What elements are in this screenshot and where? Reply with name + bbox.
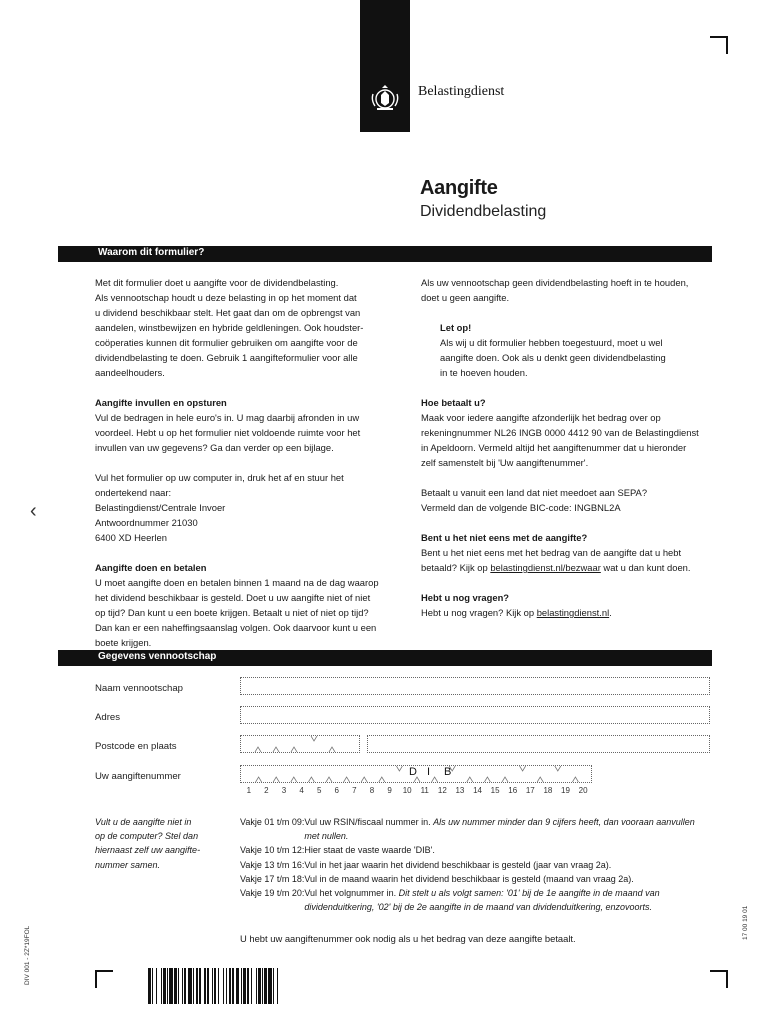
adres-input[interactable] [240, 706, 710, 724]
eens-text: Bent u het niet eens met het bedrag van de aangifte dat u hebt betaald? Kijk op belastingdienst.nl/bezwaar wat u dan kunt doen. [421, 547, 691, 573]
betaalt-text: Maak voor iedere aangifte afzonderlijk het bedrag over op rekeningnummer NL26 INGB 0000 4412 90 van de Belastingdienst in Apeldoorn. Vermeld altijd het aangiftenummer dat u hieronder zelf samenstelt bij 'Uw aangiftenummer'. [421, 412, 699, 468]
heading-betaalt: Hoe betaalt u? [421, 397, 486, 408]
vakje-row [240, 843, 710, 857]
naam-input[interactable] [240, 677, 710, 695]
section-header-gegevens: Gegevens vennootschap [58, 650, 712, 666]
crop-mark-bottom-left [95, 970, 113, 988]
letop-block [440, 320, 716, 380]
belastingdienst-link[interactable]: belastingdienst.nl [536, 607, 610, 618]
crest-icon [368, 82, 402, 116]
digit-position-8: 8 [369, 786, 375, 795]
aangiftenummer-note: Vult u de aangifte niet in op de computer? Stel dan hiernaast zelf uw aangifte- nummer samen. [95, 817, 201, 870]
plaats-input[interactable] [367, 735, 710, 753]
vakje-range: Vakje 10 t/m 12: [240, 845, 305, 856]
page-subtitle: Dividendbelasting [420, 203, 547, 220]
closing-text: U hebt uw aangiftenummer ook nodig als u het bedrag van deze aangifte betaalt. [240, 933, 576, 944]
right-column [421, 275, 716, 635]
digit-position-15: 15 [490, 786, 500, 795]
digit-position-17: 17 [525, 786, 535, 795]
vakje-description: Vul uw RSIN/fiscaal nummer in. Als uw nummer minder dan 9 cijfers heeft, dan vooraan aanvullen met nullen. [304, 817, 695, 842]
crop-mark-bottom-right [710, 970, 728, 988]
digit-position-18: 18 [543, 786, 553, 795]
section-header-waarom: Waarom dit formulier? [58, 246, 712, 262]
label-postcode: Postcode en plaats [95, 741, 177, 752]
digit-position-7: 7 [352, 786, 357, 795]
digit-position-16: 16 [508, 786, 518, 795]
vragen-text: Hebt u nog vragen? Kijk op belastingdienst.nl. [421, 607, 612, 618]
vakjes-list [240, 815, 710, 914]
postcode-input[interactable] [240, 735, 360, 753]
digit-position-3: 3 [281, 786, 287, 795]
digit-position-9: 9 [387, 786, 392, 795]
digit-position-6: 6 [334, 786, 339, 795]
label-aangiftenummer: Uw aangiftenummer [95, 771, 181, 782]
intro-text: Met dit formulier doet u aangifte voor de dividendbelasting. Als vennootschap houdt u deze belasting in op het moment dat u dividend beschikbaar stelt. Het gaat dan om de opbrengst van aandelen, winstbewijzen en hybride geldleningen. Ook houdster- coöperaties kunnen dit formulier gebruiken om aangifte voor de dividendbelasting te doen. Gebruik 1 aangifteformulier voor alle aandeelhouders. [95, 277, 364, 378]
crop-mark-top-right [710, 36, 728, 54]
postcode-separators [241, 736, 359, 752]
dib-letter-d: D [409, 766, 417, 778]
vakje-row [240, 858, 710, 872]
digit-position-19: 19 [561, 786, 570, 795]
heading-eens: Bent u het niet eens met de aangifte? [421, 532, 588, 543]
page-title: Aangifte [420, 177, 498, 199]
barcode [148, 968, 330, 1004]
side-code: 17 00 19 01 [742, 905, 749, 940]
vakje-range: Vakje 17 t/m 18: [240, 873, 305, 884]
vakje-description: Hier staat de vaste waarde 'DIB'. [304, 845, 435, 856]
digit-position-14: 14 [473, 786, 482, 795]
vakje-row [240, 815, 710, 843]
vakje-row [240, 886, 710, 914]
bezwaar-link[interactable]: belastingdienst.nl/bezwaar [490, 562, 601, 573]
vakje-row [240, 872, 710, 886]
right-intro-text: Als uw vennootschap geen dividendbelasting hoeft in te houden, doet u geen aangifte. [421, 277, 689, 303]
buitenland-text: Betaalt u vanuit een land dat niet meedoet aan SEPA? Vermeld dan de volgende BIC-code: INGBNL2A [421, 487, 648, 513]
vakje-description: Vul het volgnummer in. Dit stelt u als volgt samen: '01' bij de 1e aangifte in de maand van dividenduitkering, '02' bij de 2e aangifte in de maand van dividenduitkering, enzovoorts. [304, 888, 660, 913]
rijksoverheid-logo-bar [360, 0, 410, 132]
digit-position-13: 13 [455, 786, 465, 795]
vakje-range: Vakje 19 t/m 20: [240, 888, 305, 899]
digit-position-11: 11 [420, 786, 429, 795]
address-text: Vul het formulier op uw computer in, druk het af en stuur het ondertekend naar: Belastingdienst/Centrale Invoer Antwoordnummer 21030 6400 XD Heerlen [95, 472, 344, 543]
left-column [95, 275, 405, 665]
form-code: DIV 001 - 2Z*19FOL [24, 925, 31, 985]
heading-letop: Let op! [440, 322, 472, 333]
digit-position-10: 10 [402, 786, 412, 795]
heading-doen: Aangifte doen en betalen [95, 562, 207, 573]
vakje-range: Vakje 01 t/m 09: [240, 817, 305, 827]
vakje-range: Vakje 13 t/m 16: [240, 859, 305, 870]
label-adres: Adres [95, 712, 121, 723]
digit-position-5: 5 [316, 786, 322, 795]
digit-position-12: 12 [437, 786, 447, 795]
heading-invullen: Aangifte invullen en opsturen [95, 397, 227, 408]
chevron-left-icon: ‹ [30, 500, 37, 522]
digit-position-1: 1 [246, 786, 252, 795]
letop-text: Als wij u dit formulier hebben toegestuurd, moet u wel aangifte doen. Ook als u denkt geen dividendbelasting in te hoeven houden. [440, 337, 666, 378]
invullen-text: Vul de bedragen in hele euro's in. U mag daarbij afronden in uw voordeel. Hebt u op het formulier niet voldoende ruimte voor het invullen van uw gegevens? Ga dan verder op een bijlage. [95, 412, 361, 453]
digit-position-2: 2 [264, 786, 269, 795]
heading-vragen: Hebt u nog vragen? [421, 592, 510, 603]
digit-position-row [240, 786, 592, 795]
dib-letter-b: B [444, 766, 452, 778]
vakje-description: Vul in het jaar waarin het dividend beschikbaar is gesteld (jaar van vraag 2a). [304, 859, 612, 870]
brand-name: Belastingdienst [418, 84, 505, 99]
vakje-description: Vul in de maand waarin het dividend beschikbaar is gesteld (maand van vraag 2a). [304, 873, 634, 884]
digit-position-4: 4 [299, 786, 304, 795]
digit-position-20: 20 [578, 786, 588, 795]
label-naam: Naam vennootschap [95, 683, 183, 694]
doen-text: U moet aangifte doen en betalen binnen 1 maand na de dag waarop het dividend beschikbaar is gesteld. Doet u uw aangifte niet of niet op tijd? Dan kunt u een boete krijgen. Betaalt u niet of niet op tijd? Dan kan er een naheffingsaanslag volgen. Ook daarvoor kunt u een boete krijgen. [95, 577, 379, 648]
dib-letter-i: I [427, 766, 431, 778]
